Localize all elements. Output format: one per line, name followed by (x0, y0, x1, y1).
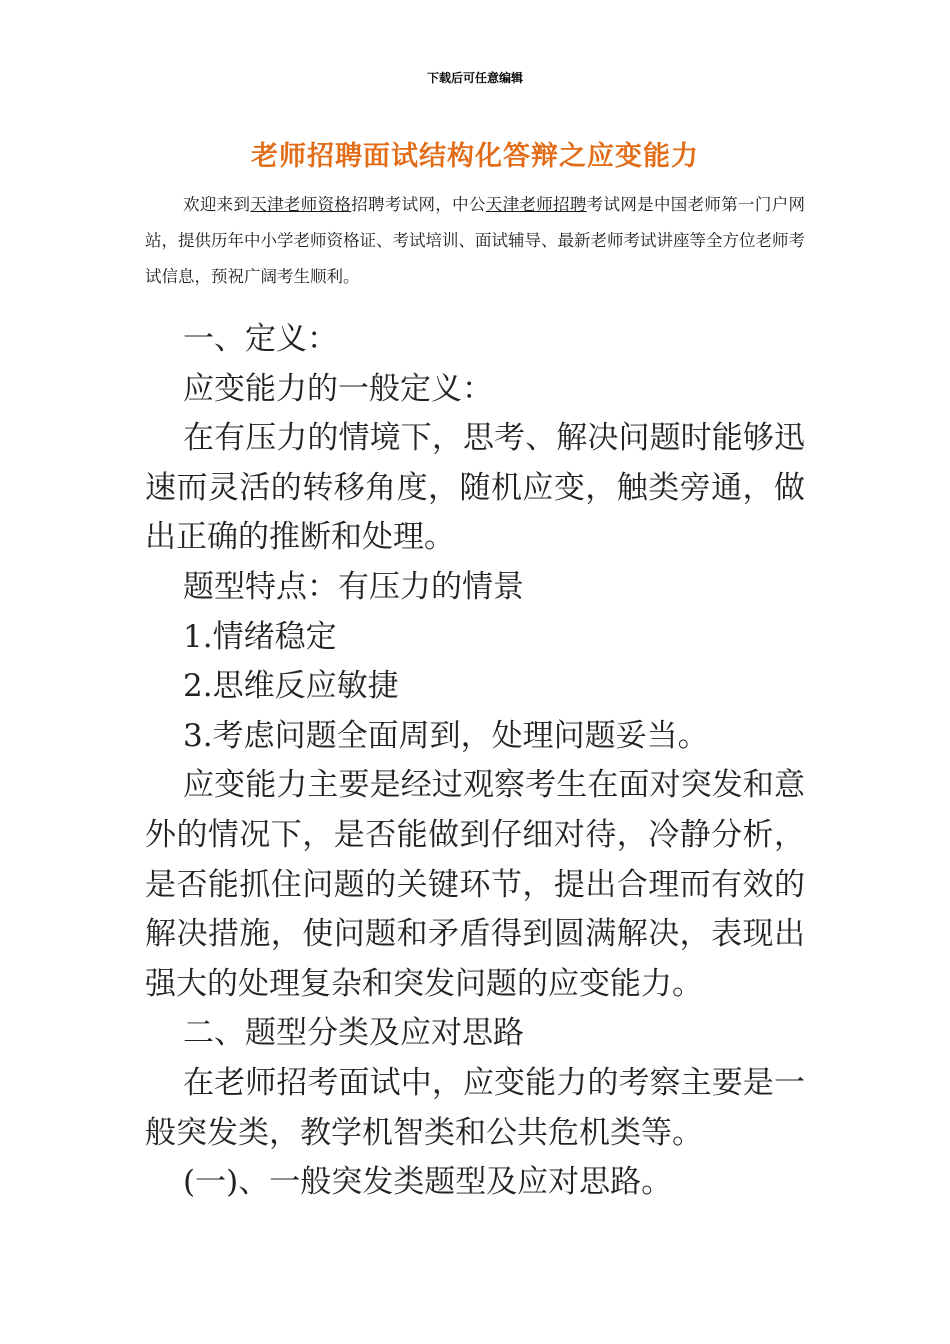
section-heading-definition: 一、定义： (183, 321, 338, 357)
intro-text-3: 考试网是中国老师第一门户网站，提供历年中小学老师资格证、考试培训、面试辅导、最新老师考试讲座等全方位老师考试信息，预祝广阔考生顺利。 (145, 195, 806, 286)
intro-text-1: 欢迎来到 (183, 195, 251, 214)
header-note: 下载后可任意编辑 (426, 71, 523, 85)
classification-paragraph: 在老师招考面试中，应变能力的考察主要是一般突发类，教学机智类和公共危机类等。 (145, 1064, 805, 1151)
definition-paragraph: 在有压力的情境下，思考、解决问题时能够迅速而灵活的转移角度，随机应变，触类旁通，做出正确的推断和处理。 (145, 420, 805, 556)
list-item: 3.考虑问题全面周到，处理问题妥当。 (183, 717, 709, 754)
intro-paragraph (145, 187, 805, 295)
tianjin-teacher-qualification-link[interactable]: 天津老师资格 (250, 195, 352, 214)
tianjin-teacher-recruitment-link[interactable]: 天津老师招聘 (485, 195, 587, 214)
list-item: 1.情绪稳定 (183, 618, 337, 655)
explanation-paragraph: 应变能力主要是经过观察考生在面对突发和意外的情况下，是否能做到仔细对待，冷静分析，是否能抓住问题的关键环节，提出合理而有效的解决措施，使问题和矛盾得到圆满解决，表现出强大的处理复杂和突发问题的应变能力。 (145, 767, 805, 1002)
subsection-heading: (一)、一般突发类题型及应对思路。 (183, 1164, 673, 1201)
section-heading-classification: 二、题型分类及应对思路 (183, 1015, 524, 1052)
list-item: 2.思维反应敏捷 (183, 668, 399, 705)
document-title: 老师招聘面试结构化答辩之应变能力 (251, 141, 699, 172)
question-features-heading: 题型特点：有压力的情景 (183, 568, 524, 605)
definition-subheading: 应变能力的一般定义： (183, 370, 493, 407)
intro-text-2: 招聘考试网，中公 (351, 195, 486, 214)
document-body (145, 315, 805, 1208)
